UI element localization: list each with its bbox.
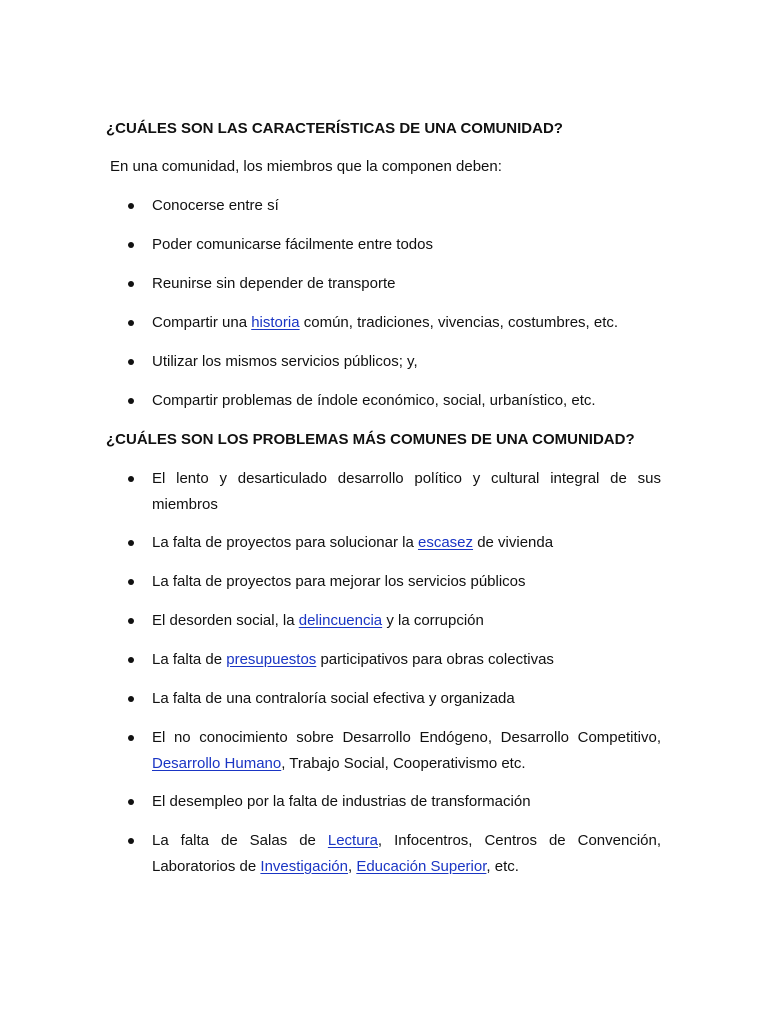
list-item <box>128 232 661 258</box>
list-item <box>128 828 661 880</box>
list-item-text <box>152 530 661 556</box>
link-escasez[interactable]: escasez <box>418 534 474 551</box>
bullet-icon <box>128 281 134 287</box>
list-item <box>128 388 661 414</box>
list-item-text: Utilizar los mismos servicios públicos; y, <box>152 353 418 370</box>
list-item-text <box>152 828 661 880</box>
bullet-icon <box>128 359 134 365</box>
link-educacion-superior[interactable]: Educación Superior <box>356 858 487 875</box>
text-run: La falta de proyectos para solucionar la <box>152 534 418 551</box>
link-historia[interactable]: historia <box>251 314 300 331</box>
text-run: , Infocentros, Centros de Convención, Laboratorios de <box>152 832 662 875</box>
text-run: común, tradiciones, vivencias, costumbres, etc. <box>299 314 619 331</box>
text-run: , Trabajo Social, Cooperativismo etc. <box>281 755 526 772</box>
list-item <box>128 725 661 777</box>
list-item-text: Compartir problemas de índole económico, social, urbanístico, etc. <box>152 392 596 409</box>
bullet-icon <box>128 579 134 585</box>
list-item-text: El lento y desarticulado desarrollo político y cultural integral de sus miembros <box>152 470 661 513</box>
text-run: de vivienda <box>473 534 554 551</box>
bullet-icon <box>128 242 134 248</box>
list-item <box>128 647 661 673</box>
bullet-icon <box>128 398 134 404</box>
list-item-text: Reunirse sin depender de transporte <box>152 275 396 292</box>
list-item <box>128 686 661 712</box>
link-delincuencia[interactable]: delincuencia <box>298 612 383 629</box>
link-desarrollo-humano[interactable]: Desarrollo Humano <box>152 755 282 772</box>
text-run: La falta de <box>152 651 227 668</box>
text-run: participativos para obras colectivas <box>316 651 554 668</box>
list-item <box>128 530 661 556</box>
bullet-icon <box>128 735 134 741</box>
list-item-text: La falta de una contraloría social efectiva y organizada <box>152 690 515 707</box>
bullet-icon <box>128 657 134 663</box>
section-heading-problems: ¿CUÁLES SON LOS PROBLEMAS MÁS COMUNES DE UNA COMUNIDAD? <box>106 431 635 448</box>
list-item-text <box>152 647 661 673</box>
list-item <box>128 608 661 634</box>
list-item <box>128 271 661 297</box>
text-run: Compartir una <box>152 314 252 331</box>
list-item <box>128 310 661 336</box>
bullet-icon <box>128 476 134 482</box>
bullet-icon <box>128 799 134 805</box>
link-presupuestos[interactable]: presupuestos <box>226 651 317 668</box>
text-run: , etc. <box>486 858 519 875</box>
list-item-text: Poder comunicarse fácilmente entre todos <box>152 236 433 253</box>
bullet-icon <box>128 203 134 209</box>
text-run: El desorden social, la <box>152 612 299 629</box>
list-item-text: Conocerse entre sí <box>152 197 279 214</box>
bullet-icon <box>128 540 134 546</box>
intro-paragraph: En una comunidad, los miembros que la componen deben: <box>110 158 502 175</box>
list-item <box>128 789 661 815</box>
list-item-text <box>152 310 661 336</box>
bullet-icon <box>128 320 134 326</box>
section-heading-characteristics: ¿CUÁLES SON LAS CARACTERÍSTICAS DE UNA COMUNIDAD? <box>106 120 563 137</box>
list-item-text <box>152 608 661 634</box>
list-item-text: El desempleo por la falta de industrias de transformación <box>152 793 531 810</box>
list-item <box>128 349 661 375</box>
list-item <box>128 193 661 219</box>
list-item-text <box>152 725 661 777</box>
list-item-text: La falta de proyectos para mejorar los servicios públicos <box>152 573 526 590</box>
bullet-icon <box>128 618 134 624</box>
list-item <box>128 466 661 518</box>
text-run: El no conocimiento sobre Desarrollo Endógeno, Desarrollo Competitivo, <box>152 729 661 746</box>
text-run: y la corrupción <box>382 612 484 629</box>
link-lectura[interactable]: Lectura <box>327 832 378 849</box>
bullet-icon <box>128 696 134 702</box>
text-run: La falta de Salas de <box>152 832 328 849</box>
list-item <box>128 569 661 595</box>
text-run: , <box>347 858 357 875</box>
bullet-icon <box>128 838 134 844</box>
link-investigacion[interactable]: Investigación <box>260 858 348 875</box>
